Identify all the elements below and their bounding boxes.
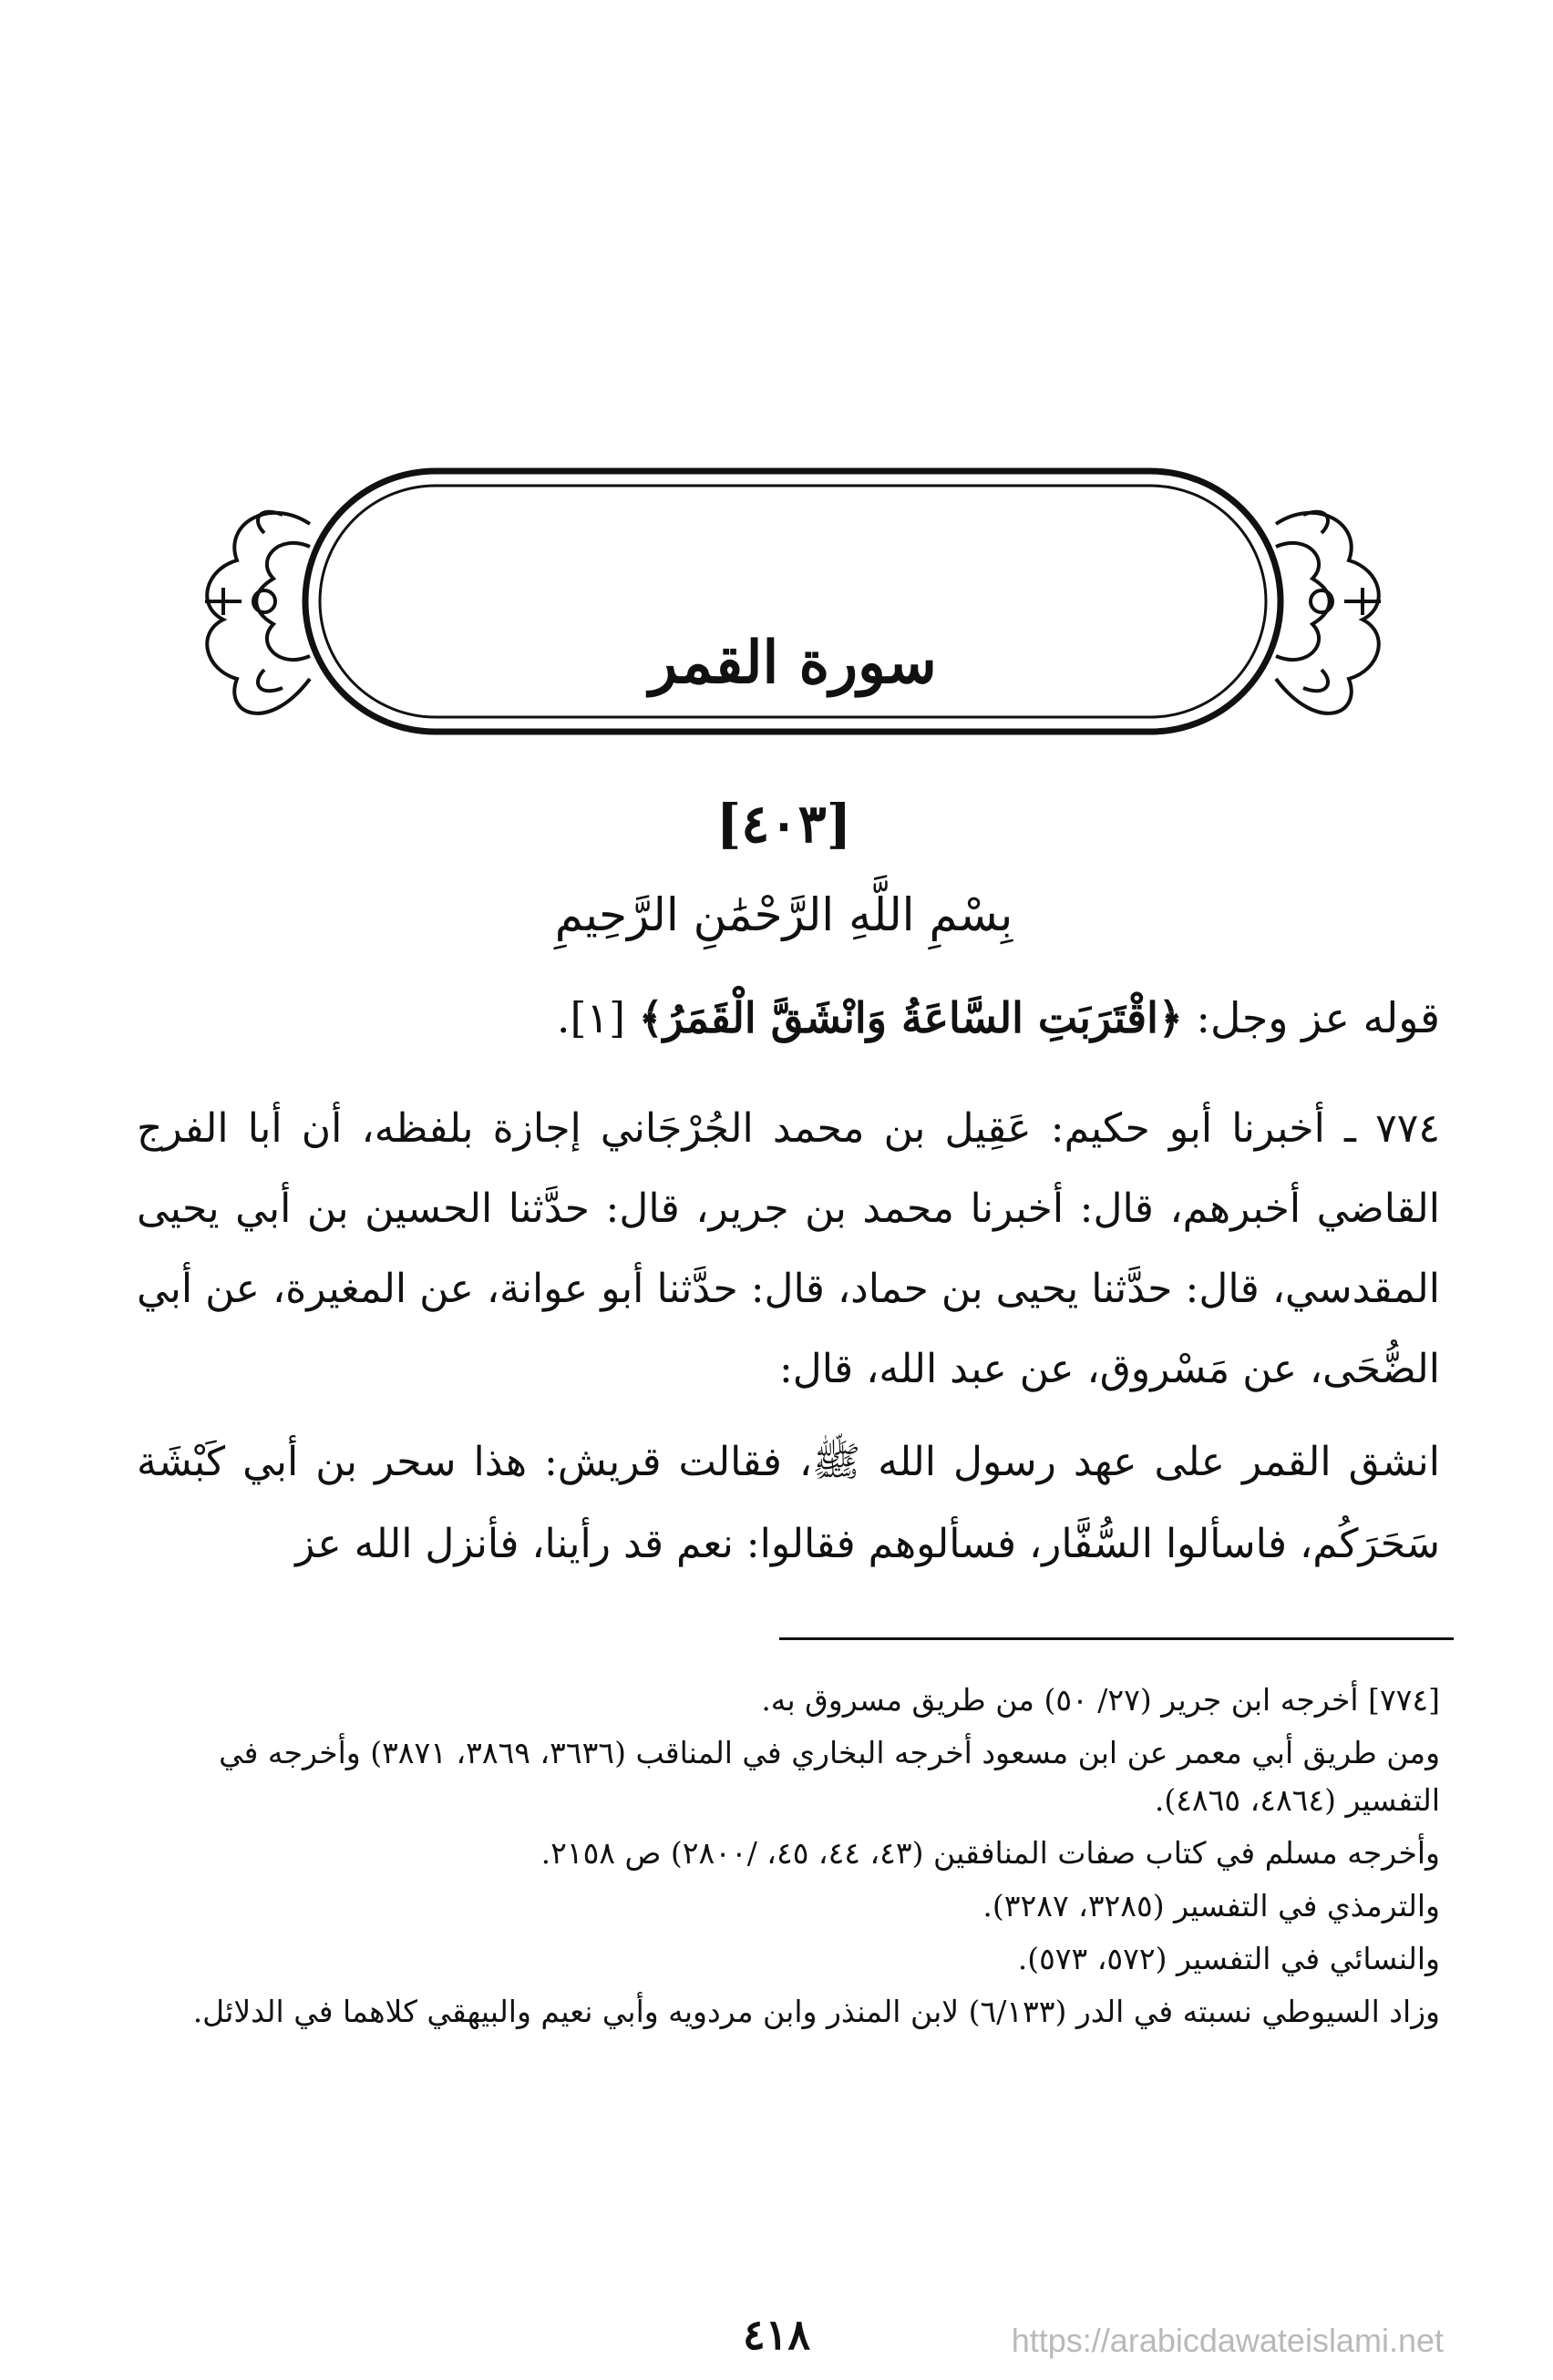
footnote: والترمذي في التفسير (٣٢٨٥، ٣٢٨٧). bbox=[982, 1888, 1440, 1923]
hadith-matn: انشق القمر على عهد رسول الله ﷺ، فقالت قريش: هذا سحر بن أبي كَبْشَة سَحَرَكُم، فاسألوا السُّفَّار، فسألوهم فقالوا: نعم قد رأينا، فأنزل الله عز bbox=[137, 1439, 1440, 1567]
quran-verse: ﴿اقْتَرَبَتِ السَّاعَةُ وَانْشَقَّ الْقَمَرُ﴾ bbox=[638, 993, 1183, 1042]
footnote-separator bbox=[779, 1637, 1454, 1640]
footnote: [٧٧٤] أخرجه ابن جرير (٢٧/ ٥٠) من طريق مسروق به. bbox=[761, 1682, 1440, 1718]
watermark-url: https://arabicdawateislami.net bbox=[1011, 2322, 1444, 2359]
surah-title-frame bbox=[187, 460, 1399, 743]
hadith-isnad: ٧٧٤ ـ أخبرنا أبو حكيم: عَقِيل بن محمد الجُرْجَاني إجازة بلفظه، أن أبا الفرج القاضي أخبرهم، قال: أخبرنا محمد بن جرير، قال: حدَّثنا الحسين بن أبي يحيى المقدسي، قال: حدَّثنا يحيى بن حماد، قال: حدَّثنا أبو عوانة، عن المغيرة، عن أبي الضُّحَى، عن مَسْروق، عن عبد الله، قال: bbox=[137, 1105, 1440, 1392]
footnote: ومن طريق أبي معمر عن ابن مسعود أخرجه البخاري في المناقب (٣٦٣٦، ٣٨٦٩، ٣٨٧١) وأخرجه في التفسير (٤٨٦٤، ٤٨٦٥). bbox=[219, 1735, 1440, 1818]
verse-reference: [١]. bbox=[556, 993, 626, 1042]
footnote: وأخرجه مسلم في كتاب صفات المنافقين (٤٣، ٤٤، ٤٥، /٢٨٠٠) ص ٢١٥٨. bbox=[540, 1835, 1440, 1871]
surah-title: سورة القمر bbox=[649, 629, 937, 697]
footnotes bbox=[137, 1677, 1440, 2041]
section-number: [٤٠٣] bbox=[715, 793, 852, 855]
footnote: والنسائي في التفسير (٥٧٢، ٥٧٣). bbox=[1017, 1941, 1440, 1976]
verse-intro: قوله عز وجل: bbox=[1196, 993, 1440, 1042]
basmala: بِسْمِ اللَّهِ الرَّحْمَٰنِ الرَّحِيمِ bbox=[554, 888, 1013, 941]
ornamental-frame-icon bbox=[187, 460, 1399, 743]
verse-line bbox=[137, 993, 1440, 1042]
footnote: وزاد السيوطي نسبته في الدر (٦/١٣٣) لابن المنذر وابن مردويه وأبي نعيم والبيهقي كلاهما في الدلائل. bbox=[192, 1994, 1440, 2029]
page-number: ٤١٨ bbox=[742, 2310, 811, 2359]
